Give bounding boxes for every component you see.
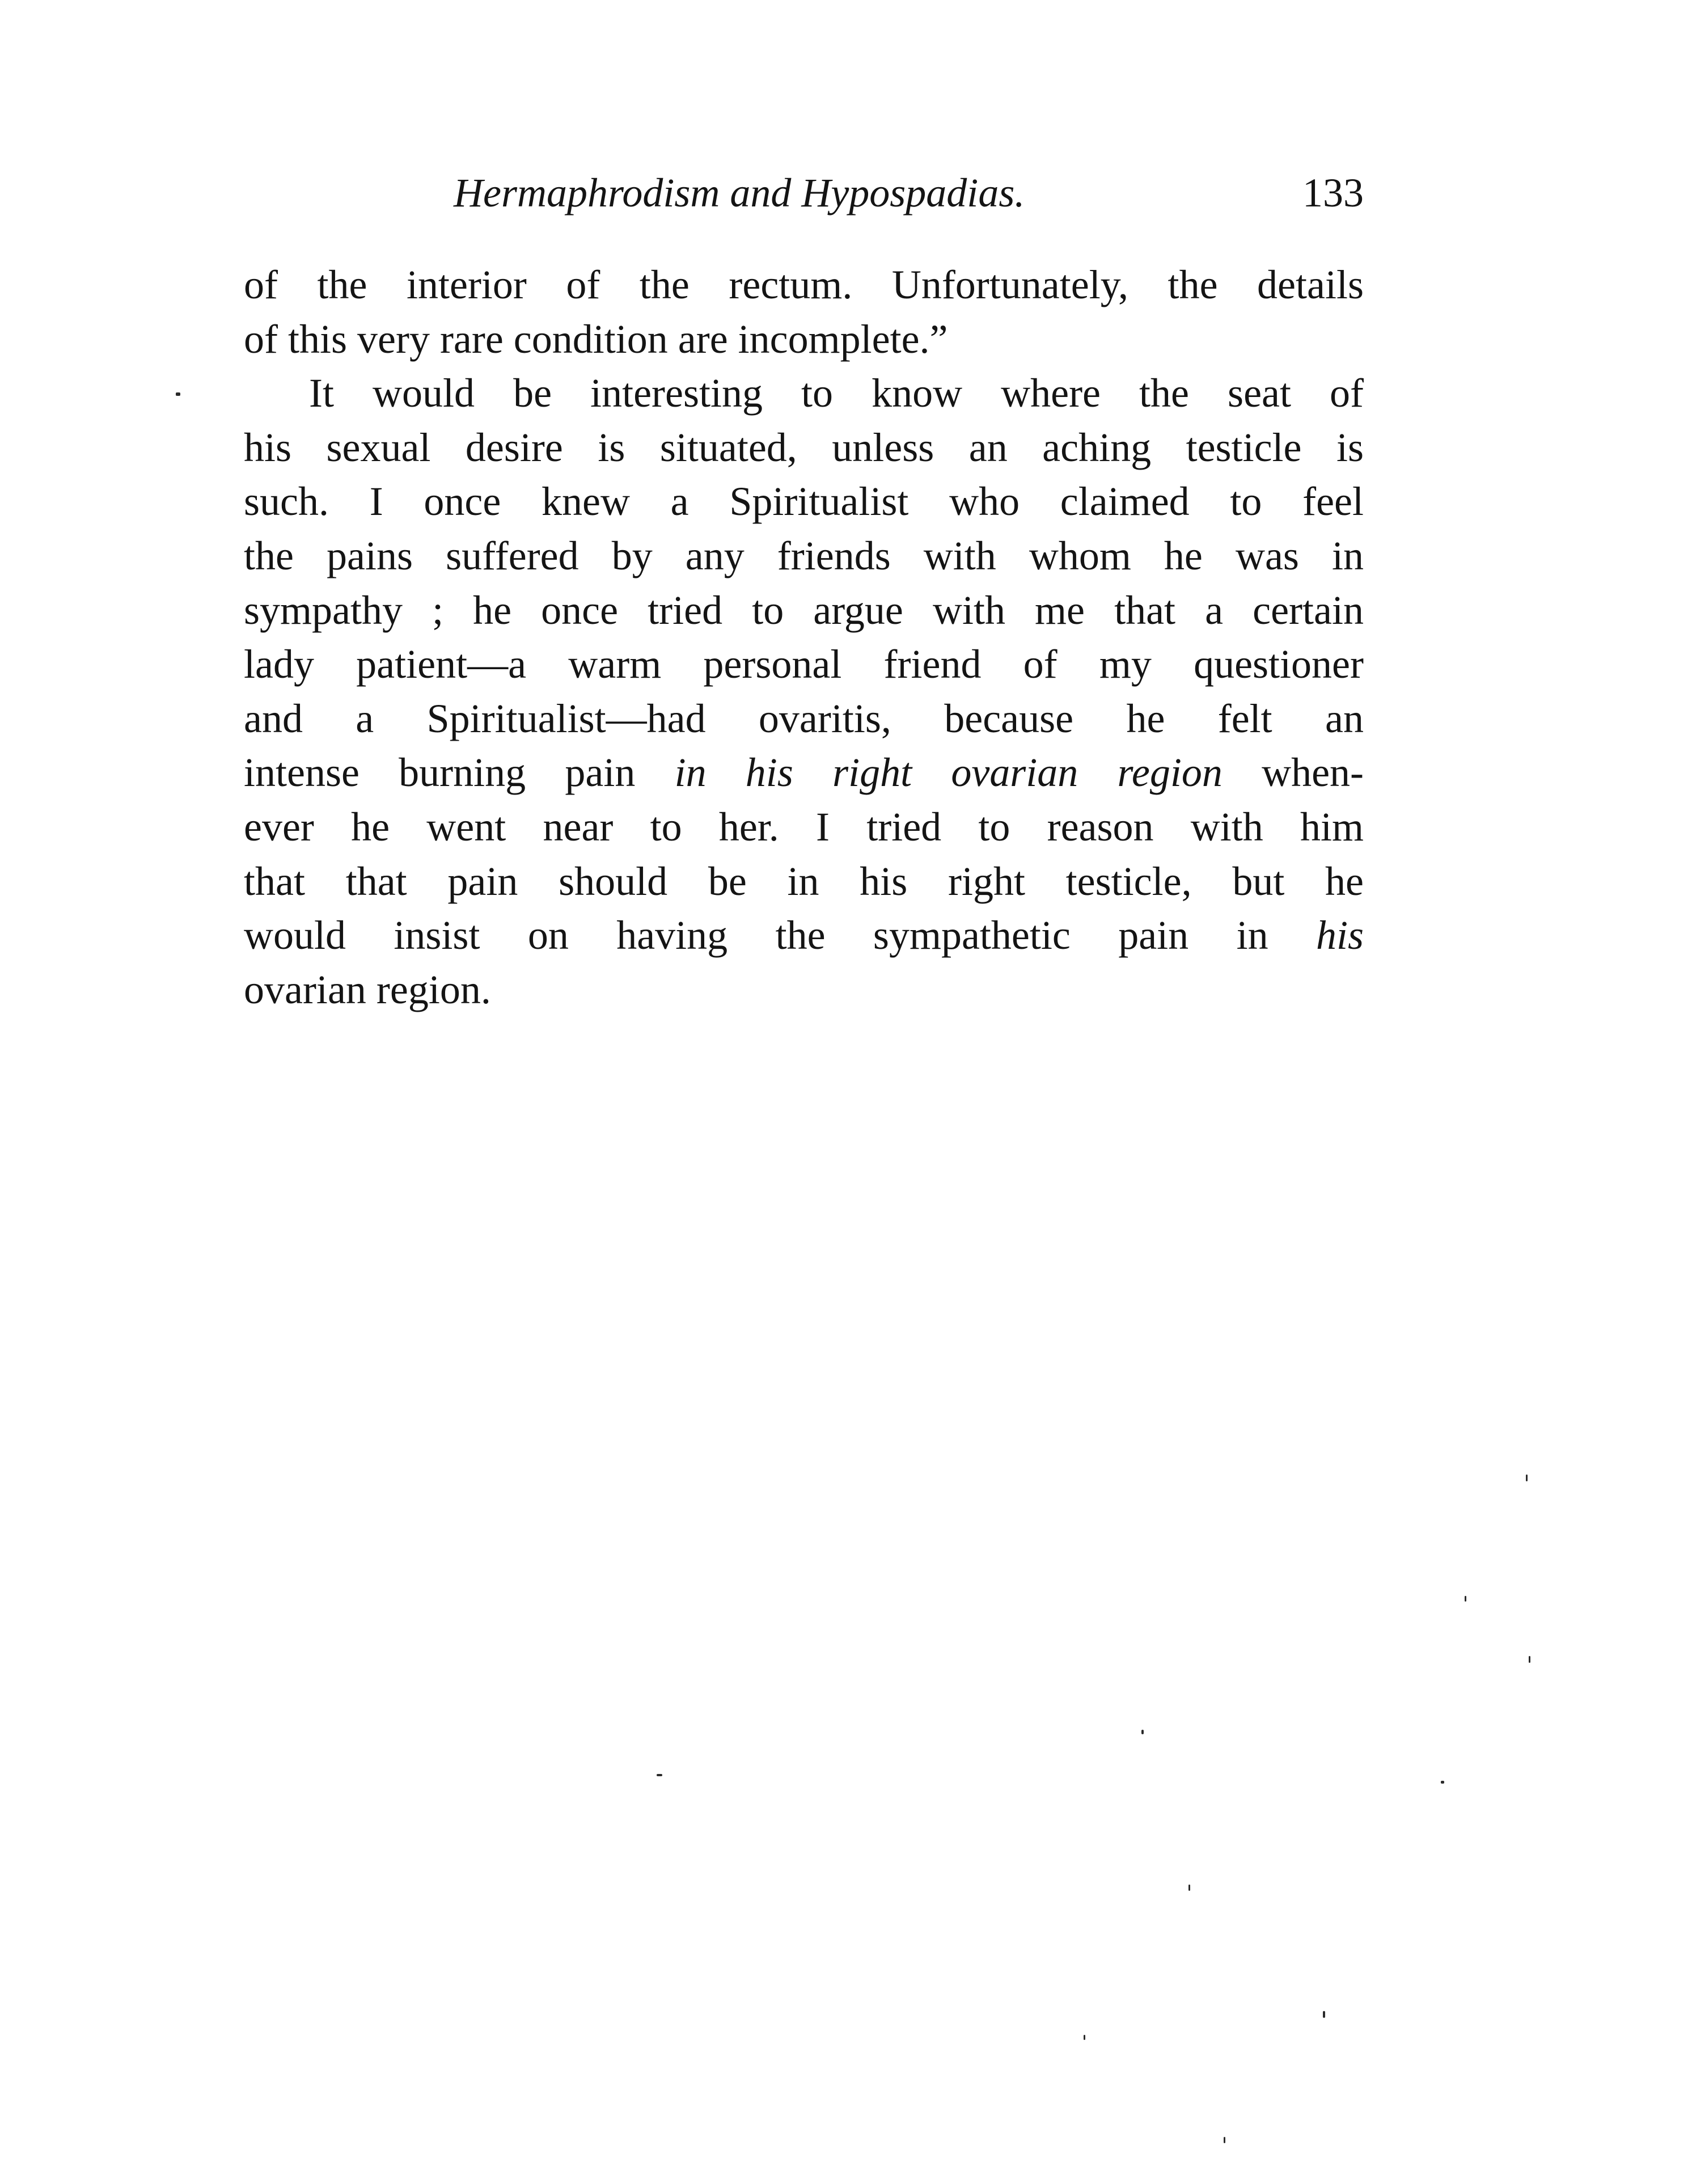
text-line: sympathy ; he once tried to argue with me that a certain: [244, 587, 1364, 633]
text-segment: when-: [1262, 750, 1364, 796]
running-head: [244, 166, 1364, 220]
text-line: ever he went near to her. I tried to reason with him: [244, 804, 1364, 850]
text-segment: intense burning pain: [244, 750, 636, 796]
text-line: lady patient—a warm personal friend of my questioner: [244, 641, 1364, 687]
text-line: [244, 909, 1364, 963]
scan-speck: [657, 1774, 662, 1776]
italic-phrase: in his right ovarian region: [674, 750, 1223, 796]
text-line: and a Spiritualist—had ovaritis, because he felt an: [244, 695, 1364, 741]
scan-speck: [1323, 2011, 1325, 2018]
running-title: Hermaphrodism and Hypospadias.: [454, 170, 1025, 216]
italic-word: his: [1315, 913, 1364, 958]
scan-speck: [1141, 1730, 1144, 1734]
scan-speck: [1465, 1596, 1466, 1602]
scan-speck: [1441, 1781, 1444, 1784]
text-line: that that pain should be in his right testicle, but he: [244, 858, 1364, 904]
page-number: 133: [1302, 170, 1364, 216]
text-line: of the interior of the rectum. Unfortunately, the details: [244, 262, 1364, 307]
scan-speck: [1224, 2137, 1225, 2143]
text-line: of this very rare condition are incomplete.”: [244, 316, 948, 362]
scan-speck: [1529, 1656, 1530, 1663]
text-segment: would insist on having the sympathetic pain in: [244, 913, 1268, 958]
text-line: the pains suffered by any friends with whom he was in: [244, 533, 1364, 578]
scan-speck: [1084, 2035, 1085, 2040]
text-line: ovarian region.: [244, 966, 491, 1012]
text-line: [244, 746, 1364, 800]
text-line: such. I once knew a Spiritualist who claimed to feel: [244, 479, 1364, 525]
scan-speck: [1188, 1885, 1190, 1891]
scan-speck: [176, 392, 180, 396]
body-text: [244, 258, 1364, 1017]
scan-speck: [1526, 1475, 1528, 1481]
text-line: his sexual desire is situated, unless an aching testicle is: [244, 424, 1364, 470]
text-line: It would be interesting to know where the seat of: [309, 370, 1364, 416]
